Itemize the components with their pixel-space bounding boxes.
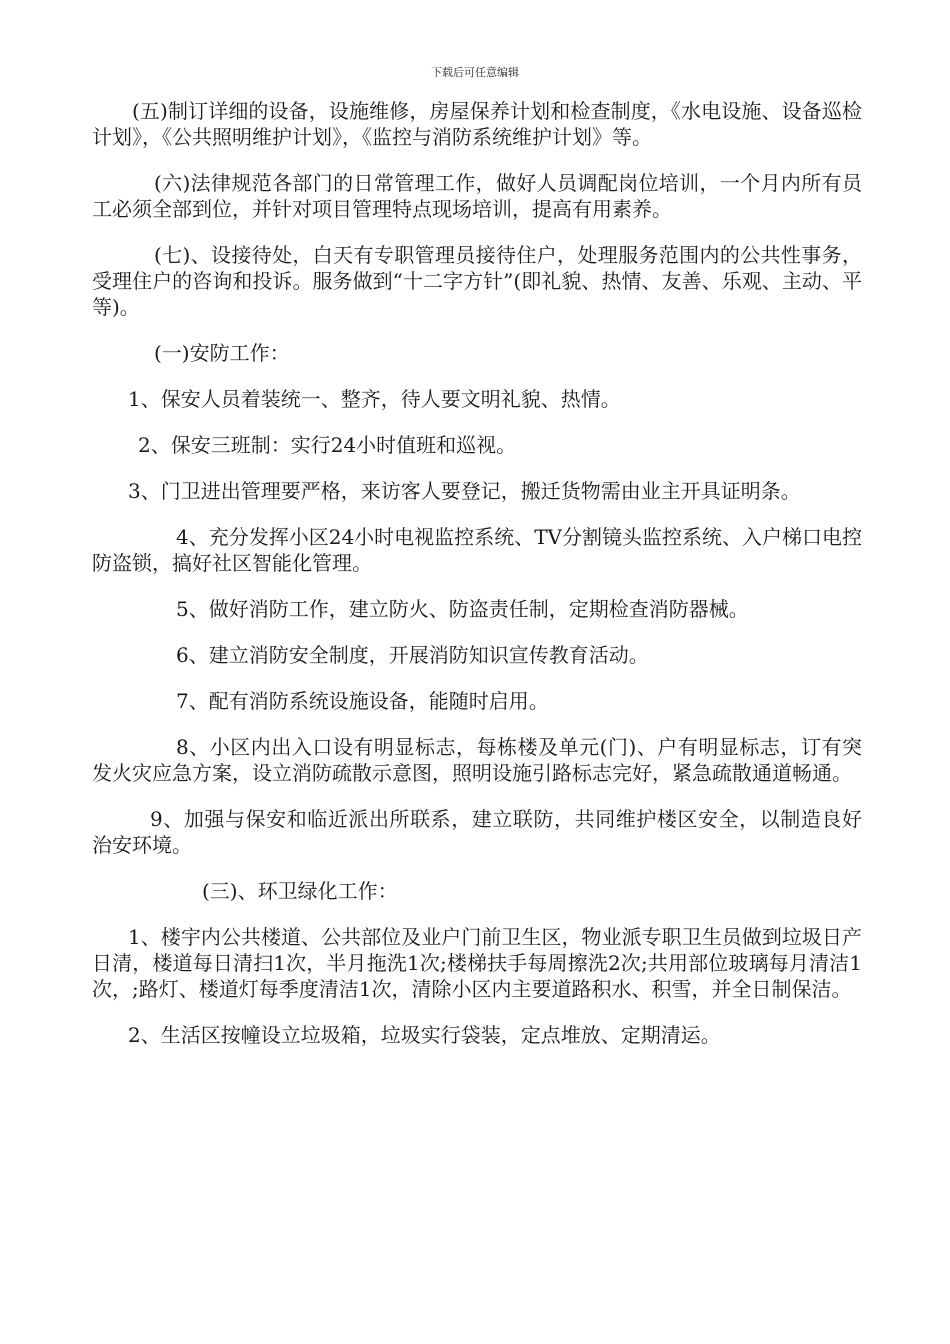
- list-item-security-1: 1、保安人员着装统一、整齐，待人要文明礼貌、热情。: [128, 387, 621, 411]
- page-header-note: 下载后可任意编辑: [431, 66, 519, 79]
- document-body: [92, 98, 862, 1048]
- paragraph-maintenance-plan: (五)制订详细的设备，设施维修，房屋保养计划和检查制度，《水电设施、设备巡检计划》，《公共照明维护计划》，《监控与消防系统维护计划》等。: [92, 99, 862, 149]
- list-item-security-6: 6、建立消防安全制度，开展消防知识宣传教育活动。: [176, 643, 649, 667]
- list-item-security-9: 9、加强与保安和临近派出所联系，建立联防，共同维护楼区安全，以制造良好治安环境。: [92, 807, 862, 857]
- section-heading-sanitation: (三)、环卫绿化工作：: [202, 879, 398, 903]
- paragraph-reception: (七)、设接待处，白天有专职管理员接待住户，处理服务范围内的公共性事务，受理住户的咨询和投诉。服务做到“十二字方针”(即礼貌、热情、友善、乐观、主动、平等)。: [92, 243, 862, 319]
- list-item-sanitation-2: 2、生活区按幢设立垃圾箱，垃圾实行袋装，定点堆放、定期清运。: [128, 1023, 721, 1047]
- paragraph-staff-training: (六)法律规范各部门的日常管理工作，做好人员调配岗位培训，一个月内所有员工必须全部到位，并针对项目管理特点现场培训，提高有用素养。: [92, 171, 862, 221]
- list-item-security-4: 4、充分发挥小区24小时电视监控系统、TV分割镜头监控系统、入户梯口电控防盗锁，搞好社区智能化管理。: [92, 525, 862, 575]
- list-item-security-8: 8、小区内出入口设有明显标志，每栋楼及单元(门)、户有明显标志，订有突发火灾应急方案，设立消防疏散示意图，照明设施引路标志完好，紧急疏散通道畅通。: [92, 735, 862, 785]
- list-item-security-3: 3、门卫进出管理要严格，来访客人要登记，搬迁货物需由业主开具证明条。: [128, 479, 801, 503]
- list-item-sanitation-1: 1、楼宇内公共楼道、公共部位及业户门前卫生区，物业派专职卫生员做到垃圾日产日清，楼道每日清扫1次，半月拖洗1次;楼梯扶手每周擦洗2次;共用部位玻璃每月清洁1次，;路灯、楼道灯每季度清洁1次，清除小区内主要道路积水、积雪，并全日制保洁。: [92, 925, 862, 1001]
- list-item-security-5: 5、做好消防工作，建立防火、防盗责任制，定期检查消防器械。: [176, 597, 749, 621]
- list-item-security-7: 7、配有消防系统设施设备，能随时启用。: [176, 689, 549, 713]
- list-item-security-2: 2、保安三班制：实行24小时值班和巡视。: [138, 433, 517, 457]
- section-heading-security: (一)安防工作：: [154, 341, 290, 365]
